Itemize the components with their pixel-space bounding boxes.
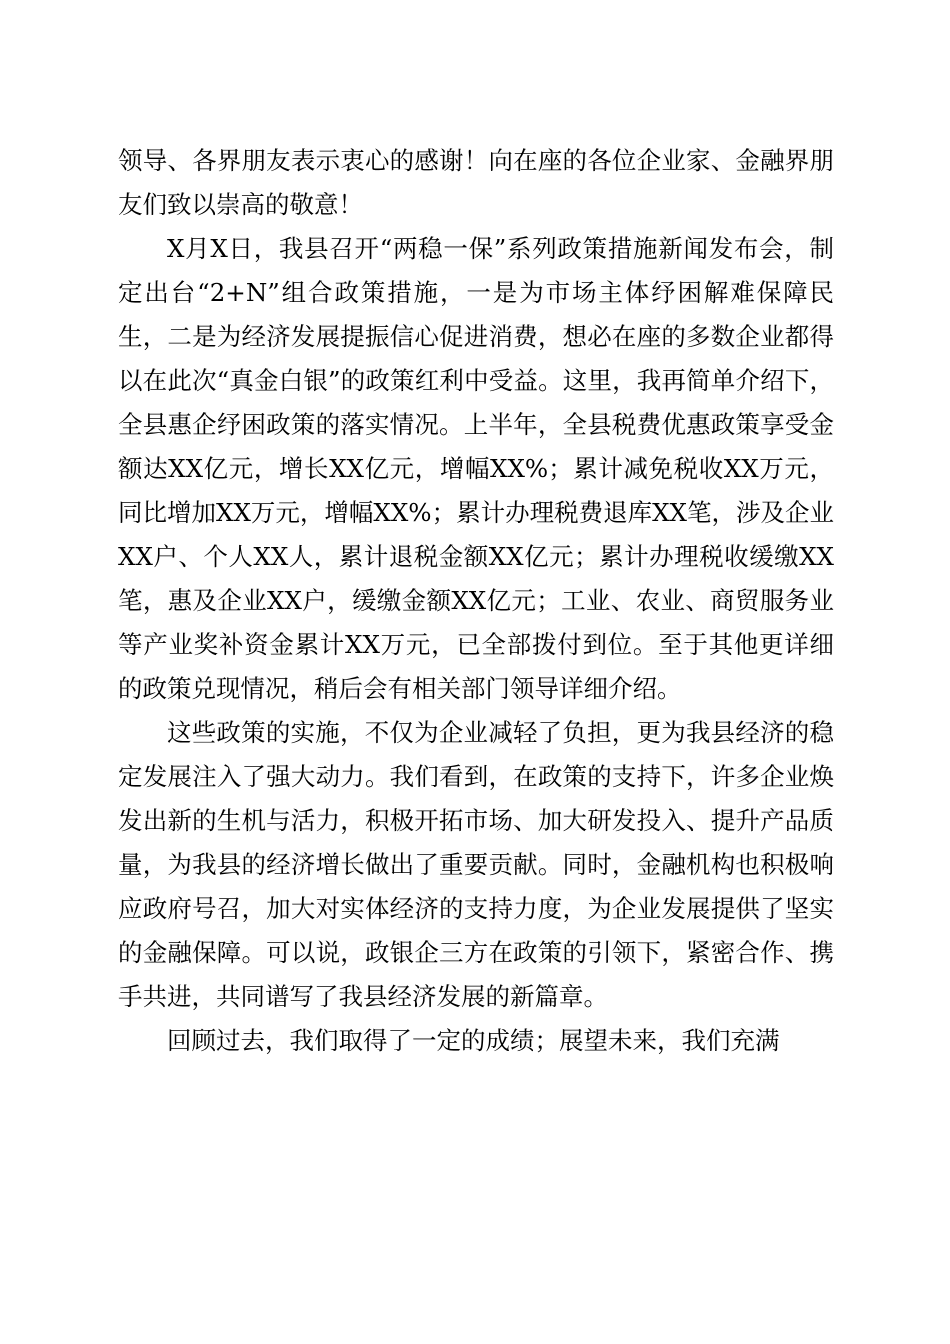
paragraph-1: 领导、各界朋友表示衷心的感谢！向在座的各位企业家、金融界朋友们致以崇高的敬意！ xyxy=(118,146,834,219)
paragraph-3: 这些政策的实施，不仅为企业减轻了负担，更为我县经济的稳定发展注入了强大动力。我们看到，在政策的支持下，许多企业焕发出新的生机与活力，积极开拓市场、加大研发投入、提升产品质量，为我县的经济增长做出了重要贡献。同时，金融机构也积极响应政府号召，加大对实体经济的支持力度，为企业发展提供了坚实的金融保障。可以说，政银企三方在政策的引领下，紧密合作、携手共进，共同谱写了我县经济发展的新篇章。 xyxy=(118,718,834,1011)
document-body xyxy=(118,139,834,1063)
paragraph-4: 回顾过去，我们取得了一定的成绩；展望未来，我们充满 xyxy=(167,1026,780,1055)
paragraph-2: X月X日，我县召开“两稳一保”系列政策措施新闻发布会，制定出台“2+N”组合政策措施，一是为市场主体纾困解难保障民生，二是为经济发展提振信心促进消费，想必在座的多数企业都得以在此次“真金白银”的政策红利中受益。这里，我再简单介绍下，全县惠企纾困政策的落实情况。上半年，全县税费优惠政策享受金额达XX亿元，增长XX亿元，增幅XX%；累计减免税收XX万元，同比增加XX万元，增幅XX%；累计办理税费退库XX笔，涉及企业XX户、个人XX人，累计退税金额XX亿元；累计办理税收缓缴XX笔，惠及企业XX户，缓缴金额XX亿元；工业、农业、商贸服务业等产业奖补资金累计XX万元，已全部拨付到位。至于其他更详细的政策兑现情况，稍后会有相关部门领导详细介绍。 xyxy=(118,234,834,703)
